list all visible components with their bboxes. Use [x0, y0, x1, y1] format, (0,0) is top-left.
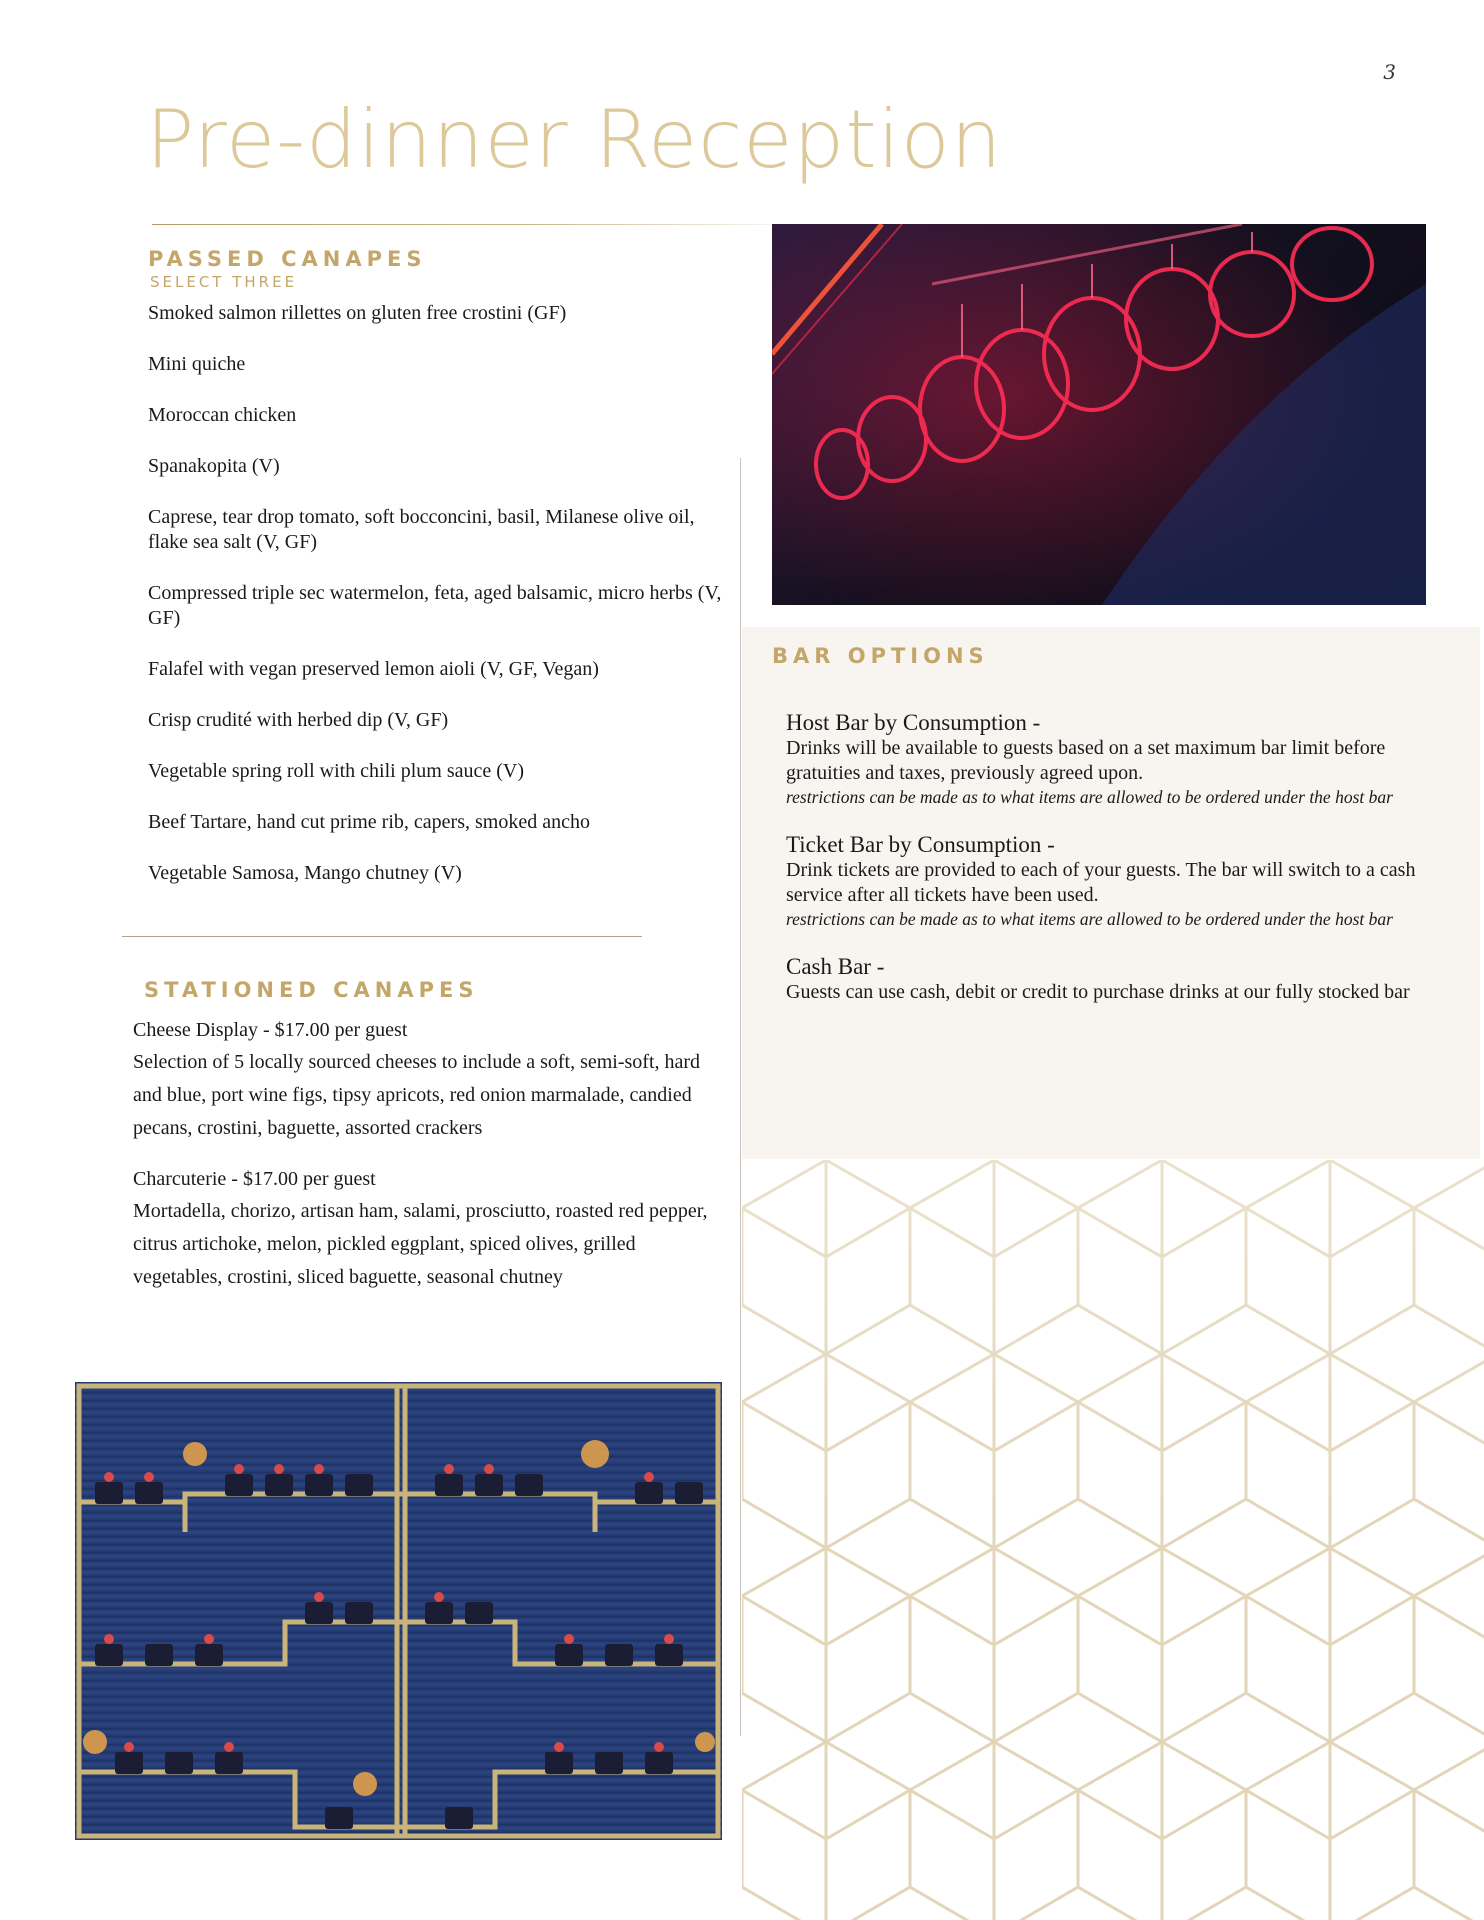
page-title: Pre-dinner Reception [146, 93, 1003, 186]
bar-option-cash [786, 954, 1456, 1005]
bar-option-description: Drink tickets are provided to each of your guests. The bar will switch to a cash service after all tickets have been used. [786, 859, 1416, 906]
list-item: Beef Tartare, hand cut prime rib, capers, smoked ancho [148, 811, 590, 833]
station-item-description: Mortadella, chorizo, artisan ham, salami, prosciutto, roasted red pepper, citrus artichoke, melon, pickled eggplant, spiced olives, grilled vegetables, crostini, sliced baguette, seasonal chutney [133, 1200, 708, 1288]
list-item: Falafel with vegan preserved lemon aioli (V, GF, Vegan) [148, 658, 599, 680]
stationed-canapes-heading: STATIONED CANAPES [144, 978, 479, 1002]
bar-option-note: restrictions can be made as to what items are allowed to be ordered under the host bar [786, 909, 1393, 929]
station-item-title: Cheese Display - $17.00 per guest [133, 1019, 408, 1041]
title-divider [152, 224, 772, 225]
bar-options-list [786, 710, 1456, 1029]
list-item: Crisp crudité with herbed dip (V, GF) [148, 709, 449, 731]
list-item: Mini quiche [148, 353, 246, 375]
list-item: Smoked salmon rillettes on gluten free crostini (GF) [148, 302, 567, 324]
station-item-title: Charcuterie - $17.00 per guest [133, 1168, 376, 1190]
list-item: Caprese, tear drop tomato, soft bocconcini, basil, Milanese olive oil, flake sea salt (V, GF) [148, 506, 695, 553]
bar-options-heading: BAR OPTIONS [772, 644, 989, 668]
bar-option-note: restrictions can be made as to what items are allowed to be ordered under the host bar [786, 787, 1393, 807]
canape-display-photo [75, 1382, 722, 1840]
list-item: Vegetable Samosa, Mango chutney (V) [148, 862, 462, 884]
station-item-description: Selection of 5 locally sourced cheeses to include a soft, semi-soft, hard and blue, port wine figs, tipsy apricots, red onion marmalade, candied pecans, crostini, baguette, assorted crackers [133, 1051, 701, 1139]
bar-option-title: Host Bar by Consumption - [786, 710, 1041, 735]
bar-option-description: Drinks will be available to guests based on a set maximum bar limit before gratuities and taxes, previously agreed upon. [786, 737, 1386, 784]
bar-option-title: Ticket Bar by Consumption - [786, 832, 1055, 857]
bar-option-host [786, 710, 1456, 808]
list-item: Spanakopita (V) [148, 455, 280, 477]
bar-option-ticket [786, 832, 1456, 930]
bar-options-panel [742, 627, 1480, 1159]
passed-canapes-heading: PASSED CANAPES [148, 247, 427, 271]
bar-option-title: Cash Bar - [786, 954, 885, 979]
list-item: Vegetable spring roll with chili plum sauce (V) [148, 760, 525, 782]
section-divider [122, 936, 642, 937]
station-item-cheese [133, 1014, 723, 1145]
passed-canapes-list [148, 301, 738, 886]
list-item: Moroccan chicken [148, 404, 297, 426]
page-number: 3 [1383, 60, 1396, 84]
list-item: Compressed triple sec watermelon, feta, aged balsamic, micro herbs (V, GF) [148, 582, 722, 629]
passed-canapes-section [148, 247, 738, 912]
bar-option-description: Guests can use cash, debit or credit to purchase drinks at our fully stocked bar [786, 981, 1410, 1003]
stationed-canapes-section [133, 978, 723, 1312]
station-item-charcuterie [133, 1163, 723, 1294]
passed-canapes-subheading: SELECT THREE [150, 273, 298, 291]
column-divider [740, 458, 741, 1736]
hexagon-pattern [742, 1160, 1484, 1920]
bar-glasses-photo [772, 224, 1426, 605]
